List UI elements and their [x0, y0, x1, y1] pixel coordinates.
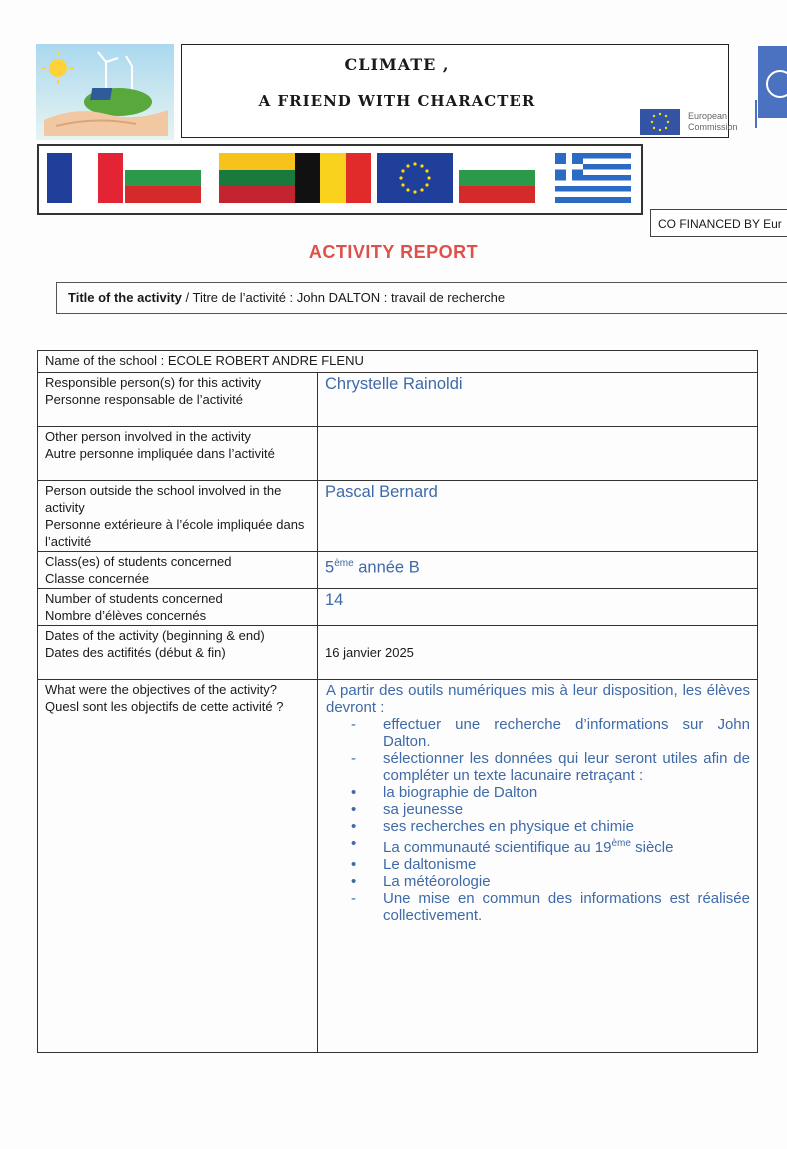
table-row [38, 351, 758, 373]
school-name: Name of the school : ECOLE ROBERT ANDRE FLENU [38, 351, 758, 373]
dates-value: 16 janvier 2025 [318, 626, 758, 680]
list-item: • La météorologie [351, 873, 491, 890]
table-row [38, 481, 758, 552]
list-item: - effectuer une recherche d’informations sur John Dalton. [351, 716, 750, 750]
cofinanced-label: CO FINANCED BY Eur [650, 209, 787, 237]
divider [755, 100, 757, 128]
dates-label: Dates of the activity (beginning & end) Dates des actifités (début & fin) [38, 626, 318, 680]
outside-person-label: Person outside the school involved in the activity Personne extérieure à l’école impliquée dans l’activité [38, 481, 318, 552]
erasmus-logo [758, 46, 787, 118]
activity-title [56, 282, 787, 314]
responsible-value: Chrystelle Rainoldi [318, 373, 758, 427]
project-title-box [181, 44, 738, 138]
eu-flag-icon [640, 109, 680, 135]
outside-person-value: Pascal Bernard [318, 481, 758, 552]
activity-title-label: Title of the activity [68, 290, 182, 305]
page-title: ACTIVITY REPORT [308, 242, 479, 262]
activity-title-text: / Titre de l’activité : John DALTON : travail de recherche [181, 290, 506, 305]
classes-label: Class(es) of students concerned Classe concernée [38, 552, 318, 589]
objectives-intro: A partir des outils numériques mis à leur disposition, les élèves devront : [326, 682, 750, 716]
objectives-value [318, 680, 758, 1053]
partner-flags [37, 144, 643, 215]
objectives-list [326, 716, 750, 924]
list-item: • sa jeunesse [351, 801, 464, 818]
list-item: • La communauté scientifique au 19ème siècle [351, 835, 674, 856]
list-item: • la biographie de Dalton [351, 784, 538, 801]
table-row [38, 373, 758, 427]
project-title-line1: CLIMATE , [344, 55, 450, 74]
table-row [38, 680, 758, 1053]
flag-france-icon [47, 153, 123, 203]
flag-bulgaria-icon [125, 153, 201, 203]
flag-lithuania-icon [219, 153, 295, 203]
eu-commission-label: European [688, 111, 728, 121]
flag-greece-icon [555, 153, 631, 203]
project-logo [36, 44, 174, 140]
flag-eu-icon [377, 153, 453, 203]
flag-bulgaria-2-icon [459, 153, 535, 203]
activity-report-table [37, 350, 758, 1053]
list-item: • Le daltonisme [351, 856, 477, 873]
table-row [38, 552, 758, 589]
students-label: Number of students concerned Nombre d’élèves concernés [38, 589, 318, 626]
erasmus-ring-icon [766, 70, 787, 98]
classes-value: 5ème année B [318, 552, 758, 589]
eu-commission-label-2: Commission [688, 122, 738, 132]
objectives-label: What were the objectives of the activity? Quesl sont les objectifs de cette activité ? [38, 680, 318, 1053]
responsible-label: Responsible person(s) for this activity Personne responsable de l’activité [38, 373, 318, 427]
project-title-line2: A FRIEND WITH CHARACTER [258, 92, 536, 110]
hand-globe-icon [36, 44, 174, 140]
flag-belgium-icon [295, 153, 371, 203]
list-item: • ses recherches en physique et chimie [351, 818, 634, 835]
students-value: 14 [318, 589, 758, 626]
list-item: - sélectionner les données qui leur seront utiles afin de compléter un texte lacunaire retraçant : [351, 750, 750, 784]
list-item: - Une mise en commun des informations est réalisée collectivement. [351, 890, 750, 924]
other-person-label: Other person involved in the activity Autre personne impliquée dans l’activité [38, 427, 318, 481]
other-person-value [318, 427, 758, 481]
table-row [38, 589, 758, 626]
table-row [38, 626, 758, 680]
table-row [38, 427, 758, 481]
